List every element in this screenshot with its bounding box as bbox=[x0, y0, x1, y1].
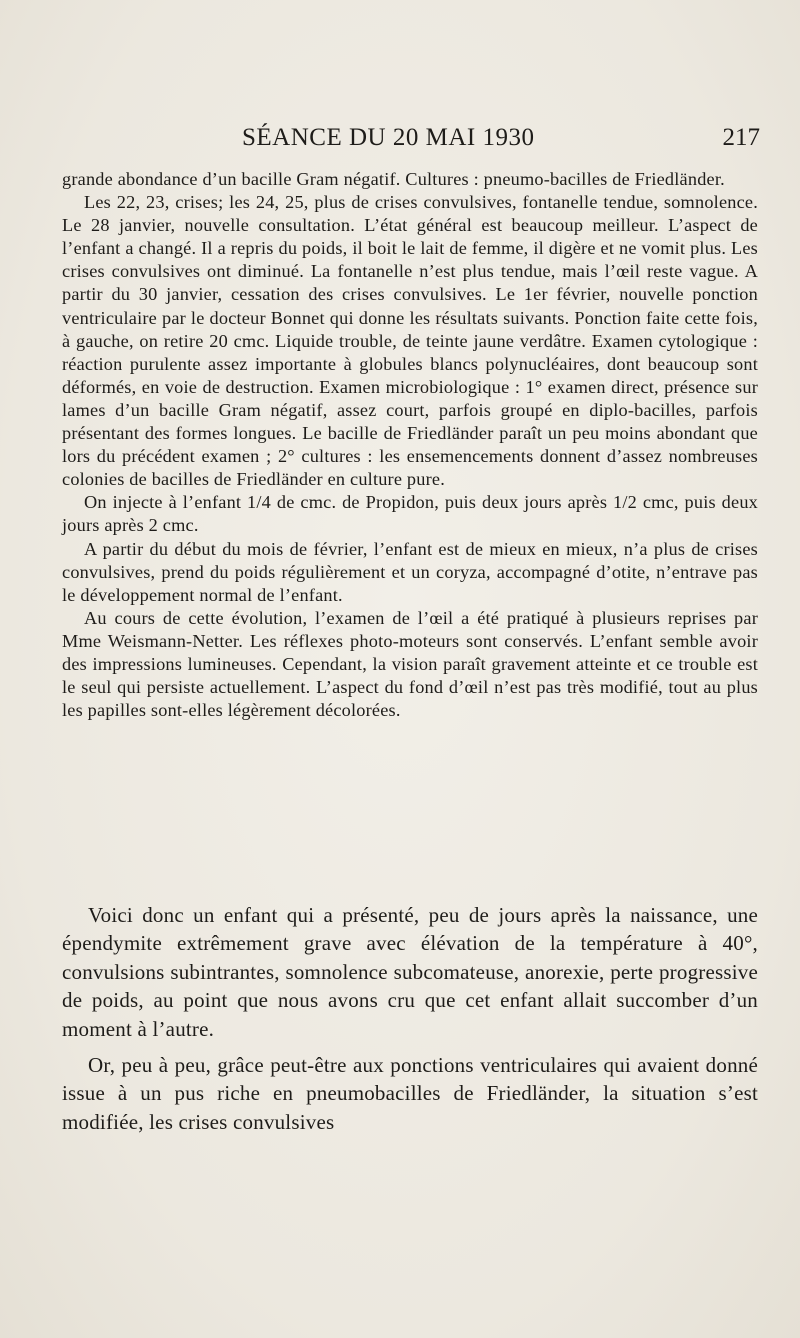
paragraph: A partir du début du mois de février, l’enfant est de mieux en mieux, n’a plus de crises convulsives, prend du poids régulièrement et un coryza, accompagné d’otite, n’entrave pas le développement normal de l’enfant. bbox=[62, 538, 758, 605]
paragraph: Les 22, 23, crises; les 24, 25, plus de crises convulsives, fontanelle tendue, somnolence. Le 28 janvier, nouvelle consultation. L’état général est beaucoup meilleur. L’aspect de l’enfant a changé. Il a repris du poids, il boit le lait de femme, il digère et ne vomit plus. Les crises convulsives ont diminué. La fontanelle n’est plus tendue, mais l’œil reste vague. A partir du 30 janvier, cessation des crises convulsives. Le 1er février, nouvelle ponction ventriculaire par le docteur Bonnet qui donne les résultats suivants. Ponction faite cette fois, à gauche, on retire 20 cmc. Liquide trouble, de teinte jaune verdâtre. Examen cytologique : réaction purulente assez importante à globules blancs polynucléaires, dont beaucoup sont déformés, en voie de destruction. Examen microbiologique : 1° examen direct, présence sur lames d’un bacille Gram négatif, assez court, parfois groupé en diplo-bacilles, parfois présentant des formes longues. Le bacille de Friedländer paraît un peu moins abondant que lors du précédent examen ; 2° cultures : les ensemencements donnent d’assez nombreuses colonies de bacilles de Friedländer en culture pure. bbox=[62, 192, 758, 490]
page-header bbox=[62, 124, 760, 156]
paragraph: Au cours de cette évolution, l’examen de l’œil a été pratiqué à plusieurs reprises par Mme Weismann-Netter. Les réflexes photo-moteurs sont conservés. L’enfant semble avoir des impressions lumineuses. Cependant, la vision paraît gravement atteinte et ce trouble est le seul qui persiste actuellement. L’aspect du fond d’œil n’est pas très modifié, tout au plus les papilles sont-elles légèrement décolorées. bbox=[62, 607, 758, 721]
paragraph: Voici donc un enfant qui a présenté, peu de jours après la naissance, une épendymite extrêmement grave avec élévation de la température à 40°, convulsions subintrantes, somnolence subcomateuse, anorexie, perte progressive de poids, au point que nous avons cru que cet enfant allait succomber d’un moment à l’autre. bbox=[62, 903, 758, 1041]
paragraph: Or, peu à peu, grâce peut-être aux ponctions ventriculaires qui avaient donné issue à un pus riche en pneumobacilles de Friedländer, la situation s’est modifiée, les crises convulsives bbox=[62, 1053, 758, 1134]
running-title: SÉANCE DU 20 MAI 1930 bbox=[242, 124, 535, 151]
paragraph: On injecte à l’enfant 1/4 de cmc. de Propidon, puis deux jours après 1/2 cmc, puis deux jours après 2 cmc. bbox=[62, 492, 758, 536]
case-notes bbox=[62, 168, 758, 722]
commentary bbox=[62, 901, 758, 1136]
paragraph: grande abondance d’un bacille Gram négatif. Cultures : pneumo-bacilles de Friedländer. bbox=[62, 169, 725, 189]
page-number: 217 bbox=[722, 124, 760, 151]
